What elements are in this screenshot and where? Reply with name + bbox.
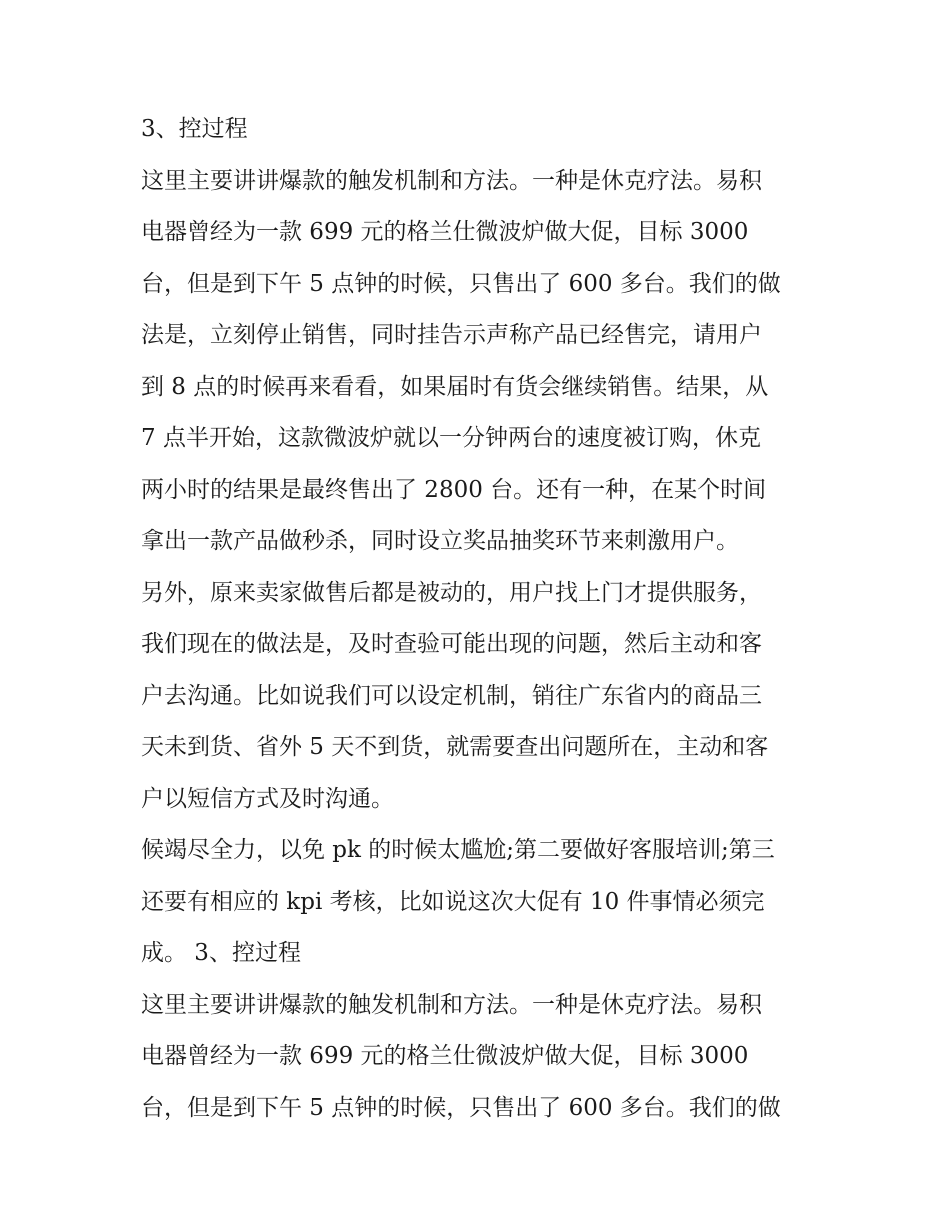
text-line: 户去沟通。比如说我们可以设定机制，销往广东省内的商品三 xyxy=(141,682,762,709)
text-line: 候竭尽全力，以免 pk 的时候太尴尬;第二要做好客服培训;第三 xyxy=(141,837,775,863)
text-line: 到 8 点的时候再来看看，如果届时有货会继续销售。结果，从 xyxy=(141,373,769,400)
text-line: 电器曾经为一款 699 元的格兰仕微波炉做大促，目标 3000 xyxy=(141,1043,749,1069)
text-line: 3、控过程 xyxy=(141,116,248,142)
text-line: 天未到货、省外 5 天不到货，就需要查出问题所在，主动和客 xyxy=(141,734,769,760)
text-line: 法是，立刻停止销售，同时挂告示声称产品已经售完，请用户 xyxy=(141,322,762,348)
text-line: 成。 3、控过程 xyxy=(141,940,301,966)
text-line: 户以短信方式及时沟通。 xyxy=(141,785,394,812)
text-line: 另外，原来卖家做售后都是被动的，用户找上门才提供服务， xyxy=(141,579,762,606)
text-line: 拿出一款产品做秒杀，同时设立奖品抽奖环节来刺激用户。 xyxy=(141,528,739,554)
text-line: 电器曾经为一款 699 元的格兰仕微波炉做大促，目标 3000 xyxy=(141,219,749,245)
text-line: 这里主要讲讲爆款的触发机制和方法。一种是休克疗法。易积 xyxy=(141,167,762,194)
text-line: 这里主要讲讲爆款的触发机制和方法。一种是休克疗法。易积 xyxy=(141,991,762,1018)
text-line: 两小时的结果是最终售出了 2800 台。还有一种，在某个时间 xyxy=(141,476,767,503)
text-line: 我们现在的做法是，及时查验可能出现的问题，然后主动和客 xyxy=(141,631,762,657)
text-line: 7 点半开始，这款微波炉就以一分钟两台的速度被订购，休克 xyxy=(141,425,761,451)
document-body xyxy=(141,104,821,1134)
text-line: 台，但是到下午 5 点钟的时候，只售出了 600 多台。我们的做 xyxy=(141,270,781,297)
text-line: 还要有相应的 kpi 考核，比如说这次大促有 10 件事情必须完 xyxy=(141,888,765,915)
text-line: 台，但是到下午 5 点钟的时候，只售出了 600 多台。我们的做 xyxy=(141,1094,781,1121)
